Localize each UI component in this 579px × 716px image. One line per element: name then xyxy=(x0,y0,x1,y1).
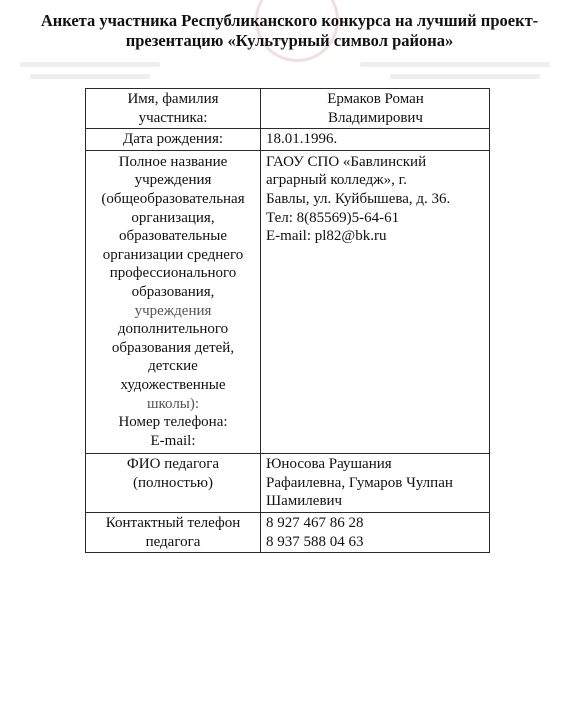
value-line: ГАОУ СПО «Бавлинский xyxy=(266,153,427,170)
row-teacher-phone xyxy=(86,513,490,553)
questionnaire-table xyxy=(85,88,490,553)
label-line: образования детей, xyxy=(111,339,235,356)
label-line: E-mail: xyxy=(150,432,196,449)
label-line: дополнительного xyxy=(117,321,229,338)
teacher-name-label xyxy=(86,454,261,513)
form-title xyxy=(0,11,579,51)
label-line: (полностью) xyxy=(133,474,213,491)
label-line: ФИО педагога xyxy=(126,456,220,473)
teacher-name-value xyxy=(261,454,490,513)
form-title-line-1: Анкета участника Республиканского конкурса на лучший проект- xyxy=(40,11,539,30)
participant-name-label xyxy=(86,89,261,129)
label-line: детские xyxy=(148,358,198,375)
value-line: 8 927 467 86 28 xyxy=(266,515,364,532)
label-line: учреждения xyxy=(134,172,212,189)
label-line: образовательные xyxy=(118,228,228,245)
participant-name-value xyxy=(261,89,490,129)
label-line: Имя, фамилия xyxy=(127,91,219,107)
institution-value xyxy=(261,150,490,454)
value-line: Тел: 8(85569)5-64-61 xyxy=(266,209,400,226)
value-line: Рафаилевна, Гумаров Чулпан xyxy=(266,474,453,491)
value-line: Ермаков Роман xyxy=(327,91,424,107)
label-line: организации среднего xyxy=(102,246,244,263)
label-line: Дата рождения: xyxy=(122,131,224,148)
label-line: участника: xyxy=(138,109,208,126)
label-line: образования, xyxy=(131,283,215,300)
label-line: Полное название xyxy=(118,153,228,170)
teacher-phone-value xyxy=(261,513,490,553)
row-institution xyxy=(86,150,490,454)
bleed-through-text xyxy=(360,62,550,67)
birth-date-value xyxy=(261,129,490,151)
value-line: Юносова Раушания xyxy=(266,456,392,473)
value-line: Шамилевич xyxy=(266,493,343,510)
form-title-line-2: презентацию «Культурный символ района» xyxy=(125,31,454,50)
value-line: 18.01.1996. xyxy=(266,131,338,148)
label-line: профессионального xyxy=(109,265,237,282)
bleed-through-text xyxy=(20,62,160,67)
bleed-through-text xyxy=(390,74,540,79)
label-line: Номер телефона: xyxy=(118,414,228,431)
teacher-phone-label xyxy=(86,513,261,553)
bleed-through-text xyxy=(30,74,150,79)
birth-date-label xyxy=(86,129,261,151)
label-line: организация, xyxy=(131,209,215,226)
label-line: художественные xyxy=(120,376,226,393)
label-line: педагога xyxy=(145,533,201,550)
row-participant-name xyxy=(86,89,490,129)
label-line: (общеобразовательная xyxy=(101,190,245,207)
value-line: E-mail: pl82@bk.ru xyxy=(266,228,387,245)
label-line: школы): xyxy=(146,395,200,412)
value-line: аграрный колледж», г. xyxy=(266,172,407,189)
value-line: 8 937 588 04 63 xyxy=(266,533,364,550)
label-line: Контактный телефон xyxy=(105,515,241,532)
row-teacher-name xyxy=(86,454,490,513)
value-line: Бавлы, ул. Куйбышева, д. 36. xyxy=(266,190,451,207)
value-line: Владимирович xyxy=(328,109,423,126)
label-line: учреждения xyxy=(134,302,212,319)
institution-label xyxy=(86,150,261,454)
row-birth-date xyxy=(86,129,490,151)
